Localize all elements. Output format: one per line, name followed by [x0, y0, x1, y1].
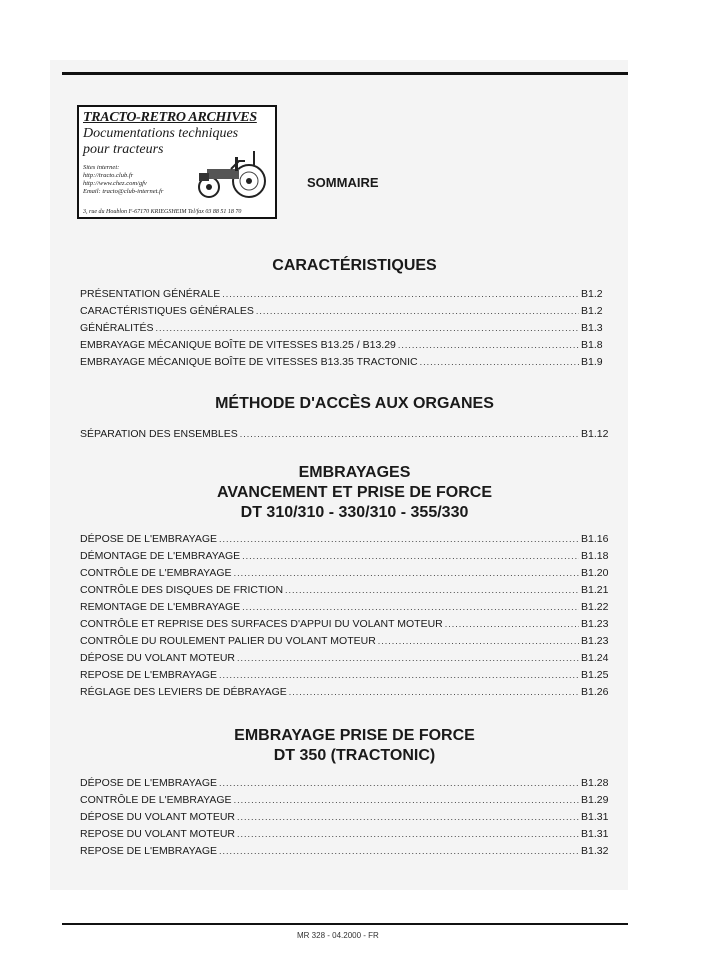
stamp-title: TRACTO-RETRO ARCHIVES [83, 110, 257, 125]
dot-leader [219, 534, 579, 544]
entry-title: REPOSE DE L'EMBRAYAGE [80, 845, 217, 857]
stamp-line-2: pour tracteurs [83, 142, 164, 157]
entry-title: CONTRÔLE DE L'EMBRAYAGE [80, 794, 232, 806]
toc-entry[interactable] [80, 567, 612, 584]
dot-leader [242, 551, 579, 561]
dot-leader [242, 602, 579, 612]
toc-list [80, 288, 612, 373]
dot-leader [219, 670, 579, 680]
entry-title: RÉGLAGE DES LEVIERS DE DÉBRAYAGE [80, 686, 287, 698]
section-title-line-2: DT 350 (TRACTONIC) [273, 747, 436, 764]
entry-title: REMONTAGE DE L'EMBRAYAGE [80, 601, 241, 613]
entry-page: B1.8 [581, 339, 603, 351]
toc-entry[interactable] [80, 845, 612, 862]
entry-page: B1.16 [581, 533, 609, 545]
entry-title: DÉPOSE DU VOLANT MOTEUR [80, 811, 235, 823]
entry-page: B1.9 [581, 356, 603, 368]
entry-page: B1.31 [581, 828, 609, 840]
toc-entry[interactable] [80, 811, 612, 828]
entry-page: B1.22 [581, 601, 609, 613]
entry-title: EMBRAYAGE MÉCANIQUE BOÎTE DE VITESSES B13.25 / B13.29 [80, 339, 396, 351]
entry-page: B1.32 [581, 845, 609, 857]
stamp-site-1: http://tracto.club.fr [83, 172, 134, 179]
dot-leader [420, 357, 579, 367]
toc-entry[interactable] [80, 356, 612, 373]
toc-entry[interactable] [80, 584, 612, 601]
section-embrayage-pdf [0, 726, 709, 766]
entry-page: B1.25 [581, 669, 609, 681]
toc-entry[interactable] [80, 652, 612, 669]
entry-page: B1.18 [581, 550, 609, 562]
dot-leader [219, 778, 579, 788]
stamp-line-1: Documentations techniques [83, 126, 239, 141]
dot-leader [256, 306, 579, 316]
entry-title: SÉPARATION DES ENSEMBLES [80, 428, 238, 440]
dot-leader [219, 846, 579, 856]
section-title-line-2: AVANCEMENT ET PRISE DE FORCE [217, 484, 492, 501]
dot-leader [234, 795, 579, 805]
section-methode-acces [0, 394, 709, 414]
toc-entry[interactable] [80, 828, 612, 845]
toc-entry[interactable] [80, 777, 612, 794]
entry-title: CONTRÔLE ET REPRISE DES SURFACES D'APPUI DU VOLANT MOTEUR [80, 618, 443, 630]
toc-entry[interactable] [80, 305, 612, 322]
tractor-icon [191, 149, 271, 199]
dot-leader [285, 585, 579, 595]
toc-entry[interactable] [80, 533, 612, 550]
stamp-site-2: http://www.chez.com/gfv [83, 180, 147, 187]
dot-leader [289, 687, 579, 697]
entry-title: CONTRÔLE DE L'EMBRAYAGE [80, 567, 232, 579]
entry-page: B1.20 [581, 567, 609, 579]
toc-entry[interactable] [80, 322, 612, 339]
stamp-email: Email: tracto@club-internet.fr [83, 188, 164, 195]
toc-list [80, 533, 612, 703]
toc-entry[interactable] [80, 618, 612, 635]
section-title: MÉTHODE D'ACCÈS AUX ORGANES [215, 395, 494, 412]
section-title-line-1: EMBRAYAGES [298, 464, 411, 481]
entry-page: B1.3 [581, 322, 603, 334]
dot-leader [398, 340, 579, 350]
entry-page: B1.2 [581, 288, 603, 300]
dot-leader [234, 568, 579, 578]
entry-title: REPOSE DE L'EMBRAYAGE [80, 669, 217, 681]
entry-title: GÉNÉRALITÉS [80, 322, 154, 334]
toc-list [80, 428, 612, 445]
dot-leader [237, 829, 579, 839]
entry-page: B1.29 [581, 794, 609, 806]
dot-leader [156, 323, 579, 333]
entry-title: DÉPOSE DU VOLANT MOTEUR [80, 652, 235, 664]
toc-entry[interactable] [80, 669, 612, 686]
entry-title: REPOSE DU VOLANT MOTEUR [80, 828, 235, 840]
entry-page: B1.24 [581, 652, 609, 664]
entry-page: B1.23 [581, 635, 609, 647]
section-caracteristiques [0, 256, 709, 276]
section-title: CARACTÉRISTIQUES [272, 257, 437, 274]
entry-title: CARACTÉRISTIQUES GÉNÉRALES [80, 305, 254, 317]
entry-title: DÉPOSE DE L'EMBRAYAGE [80, 533, 217, 545]
toc-entry[interactable] [80, 794, 612, 811]
entry-page: B1.23 [581, 618, 609, 630]
dot-leader [237, 653, 579, 663]
dot-leader [237, 812, 579, 822]
entry-title: EMBRAYAGE MÉCANIQUE BOÎTE DE VITESSES B13.35 TRACTONIC [80, 356, 418, 368]
entry-title: DÉMONTAGE DE L'EMBRAYAGE [80, 550, 241, 562]
toc-entry[interactable] [80, 288, 612, 305]
entry-page: B1.26 [581, 686, 609, 698]
entry-page: B1.31 [581, 811, 609, 823]
archive-stamp [77, 105, 277, 219]
entry-page: B1.28 [581, 777, 609, 789]
entry-title: CONTRÔLE DU ROULEMENT PALIER DU VOLANT MOTEUR [80, 635, 376, 647]
footer-reference: MR 328 - 04.2000 - FR [297, 931, 379, 940]
sommaire-heading: SOMMAIRE [307, 175, 379, 190]
entry-page: B1.12 [581, 428, 609, 440]
toc-entry[interactable] [80, 428, 612, 445]
stamp-address: 3, rue du Houblon F-67170 KRIEGSHEIM Tel/fax 03 88 51 18 70 [83, 209, 242, 215]
stamp-sites-label: Sites internet: [83, 164, 120, 171]
entry-title: CONTRÔLE DES DISQUES DE FRICTION [80, 584, 284, 596]
entry-title: DÉPOSE DE L'EMBRAYAGE [80, 777, 217, 789]
toc-list [80, 777, 612, 862]
toc-entry[interactable] [80, 550, 612, 567]
dot-leader [240, 429, 579, 439]
entry-title: PRÉSENTATION GÉNÉRALE [80, 288, 221, 300]
section-title-line-3: DT 310/310 - 330/310 - 355/330 [240, 504, 469, 521]
toc-entry[interactable] [80, 339, 612, 356]
section-embrayages [0, 463, 709, 523]
entry-page: B1.2 [581, 305, 603, 317]
dot-leader [378, 636, 579, 646]
toc-entry[interactable] [80, 601, 612, 618]
section-title-line-1: EMBRAYAGE PRISE DE FORCE [234, 727, 475, 744]
toc-entry[interactable] [80, 635, 612, 652]
entry-page: B1.21 [581, 584, 609, 596]
dot-leader [445, 619, 579, 629]
top-rule [62, 72, 628, 75]
bottom-rule [62, 923, 628, 925]
toc-entry[interactable] [80, 686, 612, 703]
dot-leader [222, 289, 579, 299]
